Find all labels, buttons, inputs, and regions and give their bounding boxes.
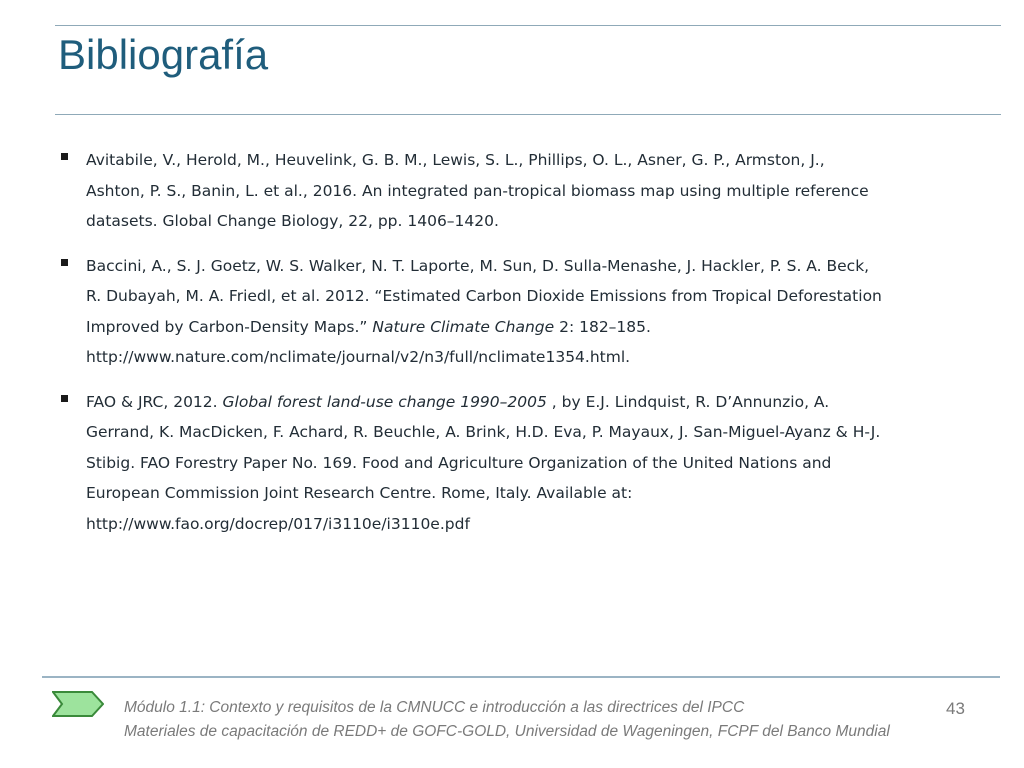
square-bullet-icon xyxy=(61,395,68,402)
reference-text: http://www.fao.org/docrep/017/i3110e/i3110e.pdf xyxy=(86,514,470,533)
footer-rule xyxy=(42,676,1000,678)
reference-text: Gerrand, K. MacDicken, F. Achard, R. Beuchle, A. Brink, H.D. Eva, P. Mayaux, J. San-Miguel-Ayanz & H-J. xyxy=(86,423,881,441)
reference-text: 2: 182–185. xyxy=(554,317,651,336)
reference-text: Improved by Carbon-Density Maps.” xyxy=(86,317,373,336)
page-number: 43 xyxy=(946,699,965,718)
reference-line xyxy=(86,417,988,448)
reference-text: datasets. Global Change Biology, 22, pp. 1406–1420. xyxy=(86,212,499,230)
reference-list xyxy=(58,145,988,553)
chevron-arrow-icon xyxy=(52,690,104,718)
reference-text: Baccini, A., S. J. Goetz, W. S. Walker, N. T. Laporte, M. Sun, D. Sulla-Menashe, J. Hackler, P. S. A. Beck, xyxy=(86,256,870,275)
page-title: Bibliografía xyxy=(58,31,269,78)
reference-text: Ashton, P. S., Banin, L. et al., 2016. An integrated pan-tropical biomass map using multiple reference xyxy=(86,181,869,200)
reference-line xyxy=(86,448,988,479)
square-bullet-icon xyxy=(61,153,68,160)
reference-line xyxy=(86,176,988,207)
reference-text: http://www.nature.com/nclimate/journal/v2/n3/full/nclimate1354.html. xyxy=(86,348,631,366)
reference-line xyxy=(86,342,988,373)
reference-line xyxy=(86,478,988,509)
reference-text: FAO & JRC, 2012. xyxy=(86,392,223,411)
reference-line xyxy=(86,251,988,282)
reference-text: European Commission Joint Research Centre. Rome, Italy. Available at: xyxy=(86,484,633,502)
reference-line xyxy=(86,387,988,418)
reference-line xyxy=(86,281,988,312)
reference-item xyxy=(58,145,988,237)
reference-italic-text: Nature Climate Change xyxy=(372,317,555,336)
square-bullet-icon xyxy=(61,259,68,266)
reference-item xyxy=(58,251,988,373)
reference-text: R. Dubayah, M. A. Friedl, et al. 2012. “Estimated Carbon Dioxide Emissions from Tropical Deforestation xyxy=(86,287,882,305)
reference-line xyxy=(86,312,988,343)
reference-line xyxy=(86,509,988,540)
footer-module-line: Módulo 1.1: Contexto y requisitos de la CMNUCC e introducción a las directrices del IPCC xyxy=(124,699,745,716)
reference-line xyxy=(86,145,988,176)
reference-text: , by E.J. Lindquist, R. D’Annunzio, A. xyxy=(546,392,830,411)
reference-italic-text: Global forest land-use change 1990–2005 xyxy=(222,392,547,411)
reference-text: Avitabile, V., Herold, M., Heuvelink, G. B. M., Lewis, S. L., Phillips, O. L., Asner, G. P., Armston, J., xyxy=(86,151,825,169)
title-underline xyxy=(55,114,1001,115)
footer-text xyxy=(124,696,890,744)
reference-line xyxy=(86,206,988,237)
reference-item xyxy=(58,387,988,540)
footer-credits-line: Materiales de capacitación de REDD+ de GOFC-GOLD, Universidad de Wageningen, FCPF del Banco Mundial xyxy=(124,723,890,740)
reference-text: Stibig. FAO Forestry Paper No. 169. Food and Agriculture Organization of the United Nations and xyxy=(86,453,832,472)
